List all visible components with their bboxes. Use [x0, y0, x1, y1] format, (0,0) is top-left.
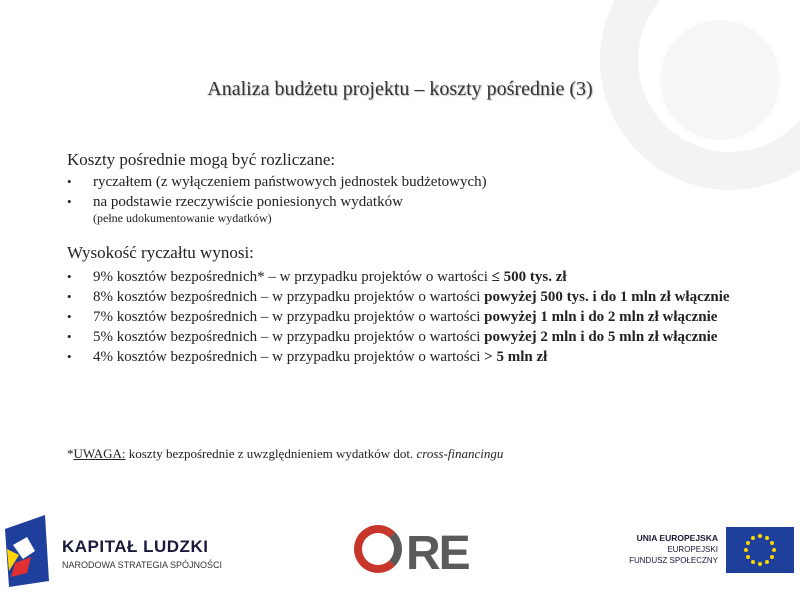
eu-text: UNIA EUROPEJSKA EUROPEJSKI FUNDUSZ SPOŁECZNY — [629, 533, 718, 565]
kapital-ludzki-text — [62, 537, 222, 570]
ore-logo: RE — [354, 525, 469, 581]
kapital-ludzki-logo-icon — [5, 515, 53, 587]
warning-note: *UWAGA: koszty bezpośrednie z uwzględnieniem wydatków dot. cross-financingu — [67, 446, 504, 461]
section1-note: (pełne udokumentowanie wydatków) — [93, 211, 272, 225]
section2 — [67, 243, 747, 365]
section2-list — [67, 269, 747, 365]
footer-logos — [0, 505, 800, 600]
list-item: • 5% kosztów bezpośrednich – w przypadku projektów o wartości powyżej 2 mln i do 5 mln zł włącznie — [67, 329, 718, 345]
bullet: • — [67, 174, 72, 189]
section2-heading: Wysokość ryczałtu wynosi: — [67, 243, 254, 262]
bullet: • — [67, 194, 72, 209]
ore-o-icon — [354, 525, 402, 573]
list-item: • na podstawie rzeczywiście poniesionych wydatków — [67, 194, 403, 210]
slide-content — [67, 150, 747, 369]
eu-flag-icon — [726, 527, 794, 573]
list-item: • ryczałtem (z wyłączeniem państwowych jednostek budżetowych) — [67, 174, 487, 190]
section1-list — [67, 174, 747, 210]
slide-title: Analiza budżetu projektu – koszty pośrednie (3) — [207, 78, 593, 100]
kl-title: KAPITAŁ LUDZKI — [62, 537, 209, 556]
section1-heading: Koszty pośrednie mogą być rozliczane: — [67, 150, 336, 169]
list-item: • 8% kosztów bezpośrednich – w przypadku projektów o wartości powyżej 500 tys. i do 1 mln zł włącznie — [67, 289, 730, 305]
list-item: • 7% kosztów bezpośrednich – w przypadku projektów o wartości powyżej 1 mln i do 2 mln zł włącznie — [67, 309, 718, 325]
warning-label: UWAGA: — [73, 446, 126, 461]
kl-subtitle: NARODOWA STRATEGIA SPÓJNOŚCI — [62, 560, 223, 570]
list-item: • 4% kosztów bezpośrednich – w przypadku projektów o wartości > 5 mln zł — [67, 349, 548, 365]
list-item: • 9% kosztów bezpośrednich* – w przypadku projektów o wartości ≤ 500 tys. zł — [67, 269, 567, 285]
